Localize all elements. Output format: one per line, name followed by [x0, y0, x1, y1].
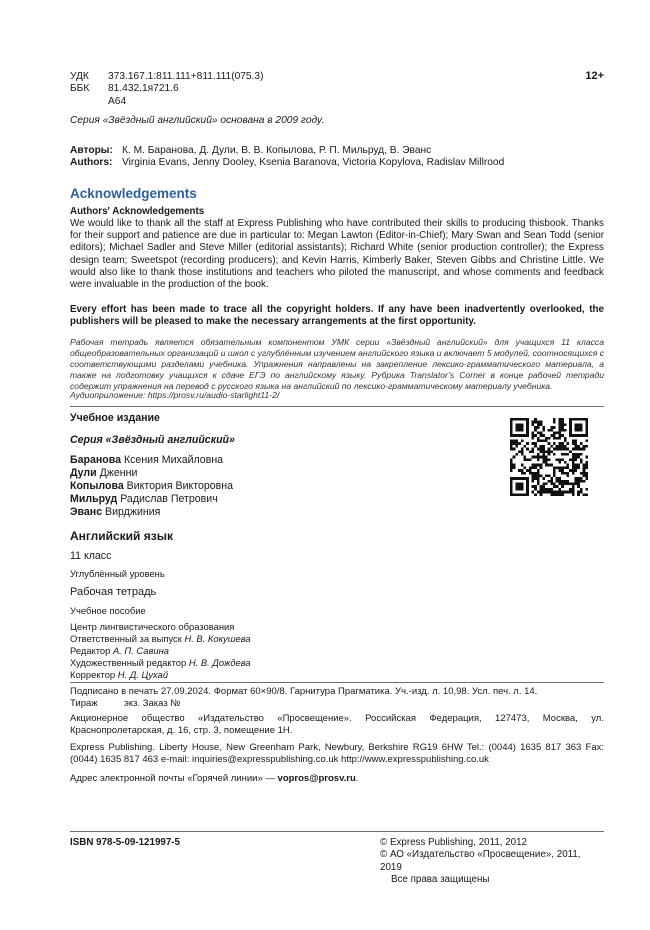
- bbk-row: [70, 83, 604, 95]
- qr-code-icon[interactable]: [510, 418, 588, 496]
- credit-role: Ответственный за выпуск: [70, 633, 182, 645]
- authors-en-value: Virginia Evans, Jenny Dooley, Ksenia Baranova, Victoria Kopylova, Radislav Millrood: [122, 157, 505, 169]
- credit-row: [70, 669, 251, 681]
- authors-ru-label: Авторы:: [70, 145, 113, 156]
- person-row: [70, 454, 233, 467]
- person-name: Вирджиния: [105, 506, 161, 518]
- copyright-notice: Every effort has been made to trace all the copyright holders. If any have been inadvertently overlooked, the publishers will be pleased to make the necessary arrangements at the first opportunity.: [70, 304, 604, 328]
- credit-row: [70, 645, 251, 657]
- copyright-2: © АО «Издательство «Просвещение», 2011, 2019: [380, 849, 581, 873]
- person-row: [70, 480, 233, 493]
- edition-type: Учебное издание: [70, 412, 160, 424]
- person-surname: Эванс: [70, 506, 103, 518]
- credit-name: Н. В. Дождева: [188, 657, 251, 669]
- bbk-value: 81.432.1я721.6: [108, 83, 179, 95]
- credit-role: Редактор: [70, 645, 111, 657]
- person-row: [70, 506, 233, 519]
- credit-name: Н. Д. Цухай: [117, 669, 169, 681]
- credit-name: Н. В. Кокушева: [184, 633, 251, 645]
- subject-title: Английский язык: [70, 529, 173, 543]
- acknowledgements-body: We would like to thank all the staff at Express Publishing who have contributed their skills to producing thisbook. Thanks for their support and patience are due in particular to: Megan Lawton (Editor-in-Chief); Mary Swan and Sean Todd (senior editors); Michael Sadler and Steve Miller (editorial assistants); Richard White (senior production controller); the Express design team; Sweetspot (recording producers); and Kevin Harris, Kimberly Baker, Steven Gibbs and Christine Little. We would also like to thank those institutions and teachers who piloted the manuscript, and whose comments and feedback were invaluable in the production of the book.: [70, 218, 604, 291]
- person-name: Ксения Михайловна: [123, 454, 224, 466]
- divider-middle: [70, 682, 604, 683]
- person-name: Виктория Викторовна: [126, 480, 234, 492]
- person-name: Радислав Петрович: [120, 493, 218, 505]
- imprint-page: [70, 0, 604, 930]
- print-line-1: Подписано в печать 27.09.2024. Формат 60×90/8. Гарнитура Прагматика. Уч.-изд. л. 10,98. Усл. печ. л. 14.: [70, 686, 538, 697]
- acknowledgements-subtitle: Authors' Acknowledgements: [70, 206, 205, 217]
- hotline: [70, 773, 358, 785]
- authors-en-label: Authors:: [70, 157, 113, 169]
- publisher-ru: Акционерное общество «Издательство «Просвещение». Российская Федерация, 127473, Москва, ул. Краснопролетарская, д. 16, стр. 3, помещение 1Н.: [70, 713, 604, 737]
- center-name: Центр лингвистического образования: [70, 621, 235, 632]
- classification-block: [70, 71, 604, 108]
- people-list: [70, 454, 233, 519]
- udk-row: [70, 71, 604, 83]
- credit-row: [70, 657, 251, 669]
- print-details: [70, 686, 604, 711]
- publisher-en: Express Publishing. Liberty House, New Greenham Park, Newbury, Berkshire RG19 6HW Tel.: (0044) 1635 817 363 Fax: (0044) 1635 817 463 e-mail: inquiries@expresspublishing.co.uk http://www.expresspublishing.co.uk: [70, 742, 604, 766]
- age-rating: 12+: [585, 70, 604, 82]
- person-surname: Копылова: [70, 480, 124, 492]
- person-row: [70, 467, 233, 480]
- annotation-text: Рабочая тетрадь является обязательным компонентом УМК серии «Звёздный английский» для учащихся 11 класса общеобразовательных организаций и школ с углублённым изучением английского языка и включает 5 модулей, соотносящихся с соответствующими разделами учебника. Упражнения направлены на закрепление лексико-грамматического материала, а также на подготовку учащихся к сдаче ЕГЭ по английскому языку. Рубрика Translator’s Corner в конце рабочей тетради содержит упражнения на перевод с русского языка на английский по лексико-грамматическому материалу учебника.: [70, 337, 604, 391]
- udk-label: УДК: [70, 71, 89, 82]
- hotline-dot: .: [355, 773, 359, 784]
- acknowledgements-title: Acknowledgements: [70, 186, 197, 201]
- author-code: А64: [108, 95, 127, 107]
- credit-role: Художественный редактор: [70, 657, 187, 669]
- authors-ru-value: К. М. Баранова, Д. Дули, В. В. Копылова, Р. П. Мильруд, В. Эванс: [122, 145, 432, 156]
- person-row: [70, 493, 233, 506]
- udk-value: 373.167.1:811.111+811.111(075.3): [108, 71, 264, 82]
- hotline-label: Адрес электронной почты «Горячей линии» —: [70, 773, 278, 784]
- authors-en-row: [70, 157, 604, 169]
- copyright-1: © Express Publishing, 2011, 2012: [380, 837, 528, 848]
- level: Углублённый уровень: [70, 568, 165, 579]
- copyright-3: Все права защищены: [391, 873, 490, 885]
- person-name: Дженни: [99, 467, 138, 479]
- grade: 11 класс: [70, 550, 112, 562]
- isbn: ISBN 978-5-09-121997-5: [70, 837, 181, 848]
- copyright-block: [380, 837, 604, 886]
- bbk-label: ББК: [70, 83, 90, 95]
- audio-link[interactable]: Аудиоприложение: https://prosv.ru/audio-starlight11-2/: [70, 390, 280, 400]
- person-surname: Мильруд: [70, 493, 118, 505]
- code-row: [70, 96, 604, 108]
- series-note: Серия «Звёздный английский» основана в 2009 году.: [70, 115, 325, 126]
- manual-type: Учебное пособие: [70, 605, 146, 616]
- person-surname: Баранова: [70, 454, 122, 466]
- authors-block: [70, 145, 604, 170]
- print-line-2: Тираж экз. Заказ №: [70, 698, 181, 710]
- credit-name: А. П. Савина: [112, 645, 170, 657]
- book-type: Рабочая тетрадь: [70, 586, 157, 598]
- divider-bottom: [70, 831, 604, 832]
- hotline-email[interactable]: vopros@prosv.ru: [277, 773, 356, 784]
- person-surname: Дули: [70, 467, 97, 479]
- credit-role: Корректор: [70, 669, 116, 681]
- edition-series: Серия «Звёздный английский»: [70, 434, 235, 446]
- credit-row: [70, 633, 251, 645]
- divider-top: [70, 406, 604, 407]
- authors-ru-row: [70, 145, 604, 157]
- credits-block: [70, 621, 251, 681]
